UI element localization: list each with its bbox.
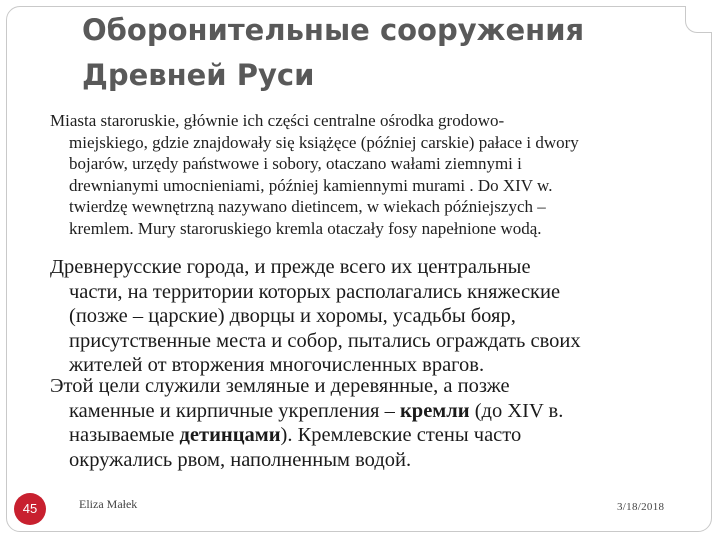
text-line: Этой цели служили земляные и деревянные, а позже <box>50 375 510 397</box>
text-line: Древнерусские города, и прежде всего их центральные <box>50 256 531 278</box>
text-line: части, на территории которых располагались княжеские <box>69 280 561 303</box>
bold-term-detintsy: детинцами <box>179 424 281 446</box>
footer-date: 3/18/2018 <box>617 501 665 513</box>
text-line: kremlem. Mury staroruskiego kremla otaczały fosy napełnione wodą. <box>69 218 542 238</box>
text-line: miejskiego, gdzie znajdowały się książęce (później carskie) pałace i dwory <box>69 132 579 152</box>
text-segment: называемые <box>69 424 180 446</box>
slide-number-badge: 45 <box>14 493 46 525</box>
russian-paragraph-1 <box>50 255 581 378</box>
text-line: (позже – царские) дворцы и хоромы, усадьбы бояр, <box>69 305 516 327</box>
slide-title <box>82 8 702 98</box>
footer-author: Eliza Małek <box>79 497 138 511</box>
text-line <box>50 399 563 424</box>
text-line: drewnianymi umocnieniami, później kamiennymi murami . Do XIV w. <box>69 175 553 195</box>
text-line: twierdzę wewnętrzną nazywano dietincem, w wiekach późniejszych – <box>69 197 546 216</box>
russian-paragraph-2 <box>50 374 563 472</box>
bold-term-kremli: кремли <box>399 399 470 422</box>
text-line: Miasta staroruskie, głównie ich części centralne ośrodka grodowo- <box>50 111 505 130</box>
text-line: жителей от вторжения многочисленных врагов. <box>69 354 485 376</box>
text-segment: каменные и кирпичные укрепления – <box>69 399 400 422</box>
text-segment: ). Кремлевские стены часто <box>280 424 522 446</box>
polish-paragraph <box>50 110 579 239</box>
text-line <box>50 423 563 448</box>
text-segment: (до XIV в. <box>469 399 564 422</box>
title-line: Оборонительные сооружения <box>82 13 585 47</box>
title-line: Древней Руси <box>82 58 315 92</box>
text-line: окружались рвом, наполненным водой. <box>69 448 412 471</box>
text-line: присутственные места и собор, пытались ограждать своих <box>69 329 581 352</box>
text-line: bojarów, urzędy państwowe i sobory, otaczano wałami ziemnymi i <box>69 154 522 173</box>
